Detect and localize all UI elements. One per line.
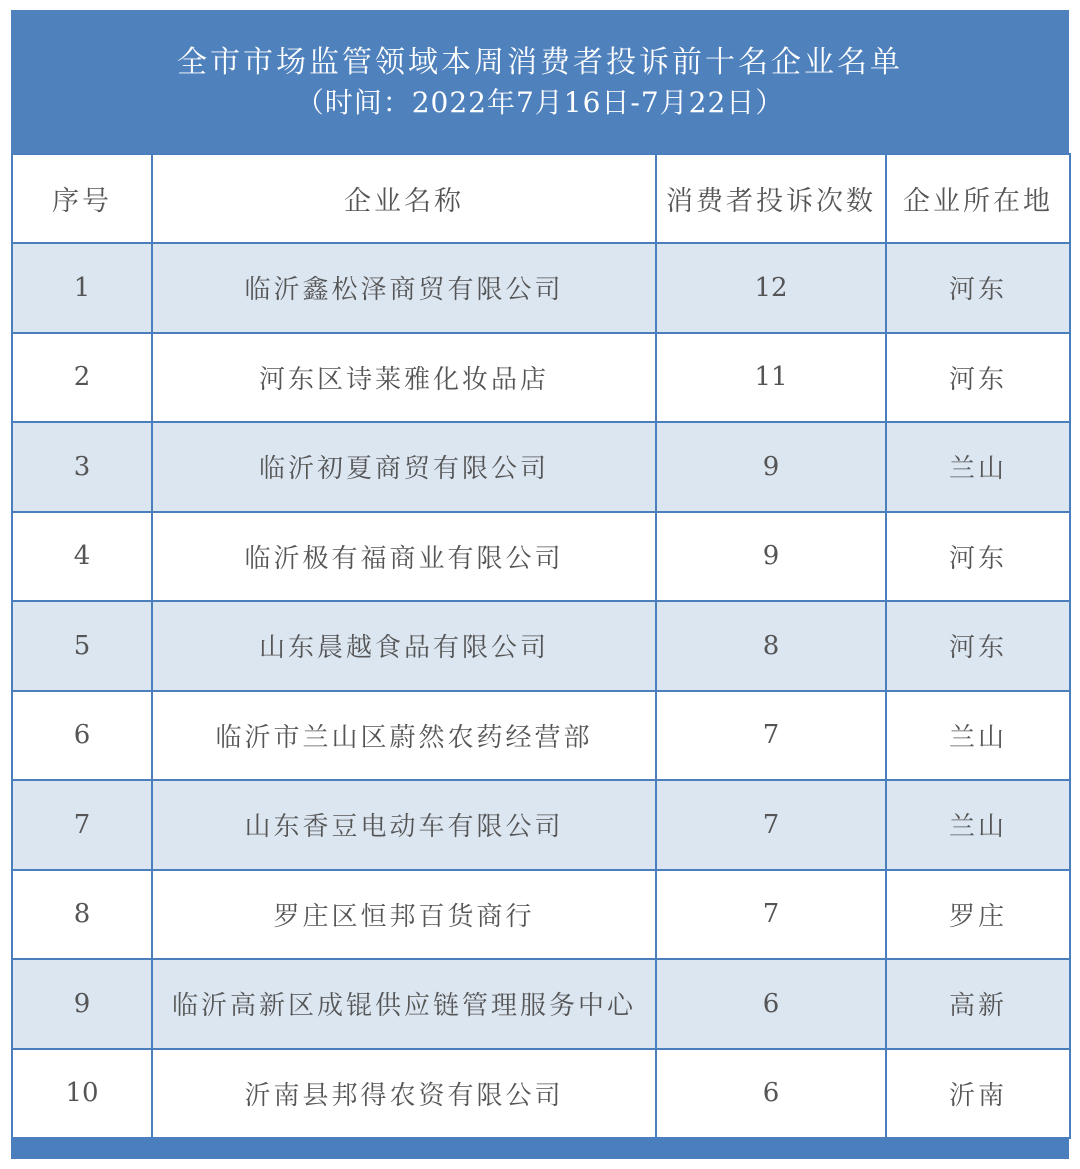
complaint-count: 8 [656, 601, 886, 691]
company-location: 河东 [886, 601, 1070, 691]
row-number: 7 [12, 780, 152, 870]
company-name: 临沂市兰山区蔚然农药经营部 [152, 691, 656, 781]
company-name: 临沂极有福商业有限公司 [152, 512, 656, 602]
row-number: 3 [12, 422, 152, 512]
company-name: 罗庄区恒邦百货商行 [152, 870, 656, 960]
header-row [12, 154, 1070, 243]
company-name: 河东区诗莱雅化妆品店 [152, 333, 656, 423]
company-name: 临沂高新区成锟供应链管理服务中心 [152, 959, 656, 1049]
company-location: 兰山 [886, 691, 1070, 781]
complaint-count: 9 [656, 422, 886, 512]
table-row [12, 959, 1070, 1049]
company-location: 河东 [886, 243, 1070, 333]
table-row [12, 870, 1070, 960]
complaint-count: 7 [656, 691, 886, 781]
company-name: 沂南县邦得农资有限公司 [152, 1049, 656, 1139]
company-location: 兰山 [886, 422, 1070, 512]
row-number: 2 [12, 333, 152, 423]
company-name: 临沂初夏商贸有限公司 [152, 422, 656, 512]
company-name: 山东晨越食品有限公司 [152, 601, 656, 691]
table-row [12, 601, 1070, 691]
table-title: 全市市场监管领域本周消费者投诉前十名企业名单 [177, 45, 903, 80]
table-row [12, 333, 1070, 423]
company-location: 沂南 [886, 1049, 1070, 1139]
column-header-number: 序号 [12, 154, 152, 243]
data-grid [11, 153, 1071, 1139]
row-number: 6 [12, 691, 152, 781]
company-location: 罗庄 [886, 870, 1070, 960]
table-row [12, 1049, 1070, 1139]
row-number: 9 [12, 959, 152, 1049]
complaint-count: 6 [656, 959, 886, 1049]
company-location: 河东 [886, 333, 1070, 423]
row-number: 5 [12, 601, 152, 691]
row-number: 4 [12, 512, 152, 602]
complaint-count: 9 [656, 512, 886, 602]
company-location: 兰山 [886, 780, 1070, 870]
complaint-count: 6 [656, 1049, 886, 1139]
table-row [12, 243, 1070, 333]
table-row [12, 512, 1070, 602]
complaint-count: 7 [656, 780, 886, 870]
complaint-count: 11 [656, 333, 886, 423]
table-row [12, 780, 1070, 870]
table-row [12, 422, 1070, 512]
company-name: 临沂鑫松泽商贸有限公司 [152, 243, 656, 333]
table-date-range: （时间：2022年7月16日-7月22日） [295, 86, 785, 119]
company-location: 高新 [886, 959, 1070, 1049]
table-title-bar [11, 10, 1069, 153]
complaint-count: 12 [656, 243, 886, 333]
column-header-complaints: 消费者投诉次数 [656, 154, 886, 243]
column-header-company: 企业名称 [152, 154, 656, 243]
row-number: 1 [12, 243, 152, 333]
row-number: 10 [12, 1049, 152, 1139]
company-location: 河东 [886, 512, 1070, 602]
row-number: 8 [12, 870, 152, 960]
company-name: 山东香豆电动车有限公司 [152, 780, 656, 870]
complaint-table [11, 10, 1069, 1159]
column-header-location: 企业所在地 [886, 154, 1070, 243]
complaint-count: 7 [656, 870, 886, 960]
table-row [12, 691, 1070, 781]
